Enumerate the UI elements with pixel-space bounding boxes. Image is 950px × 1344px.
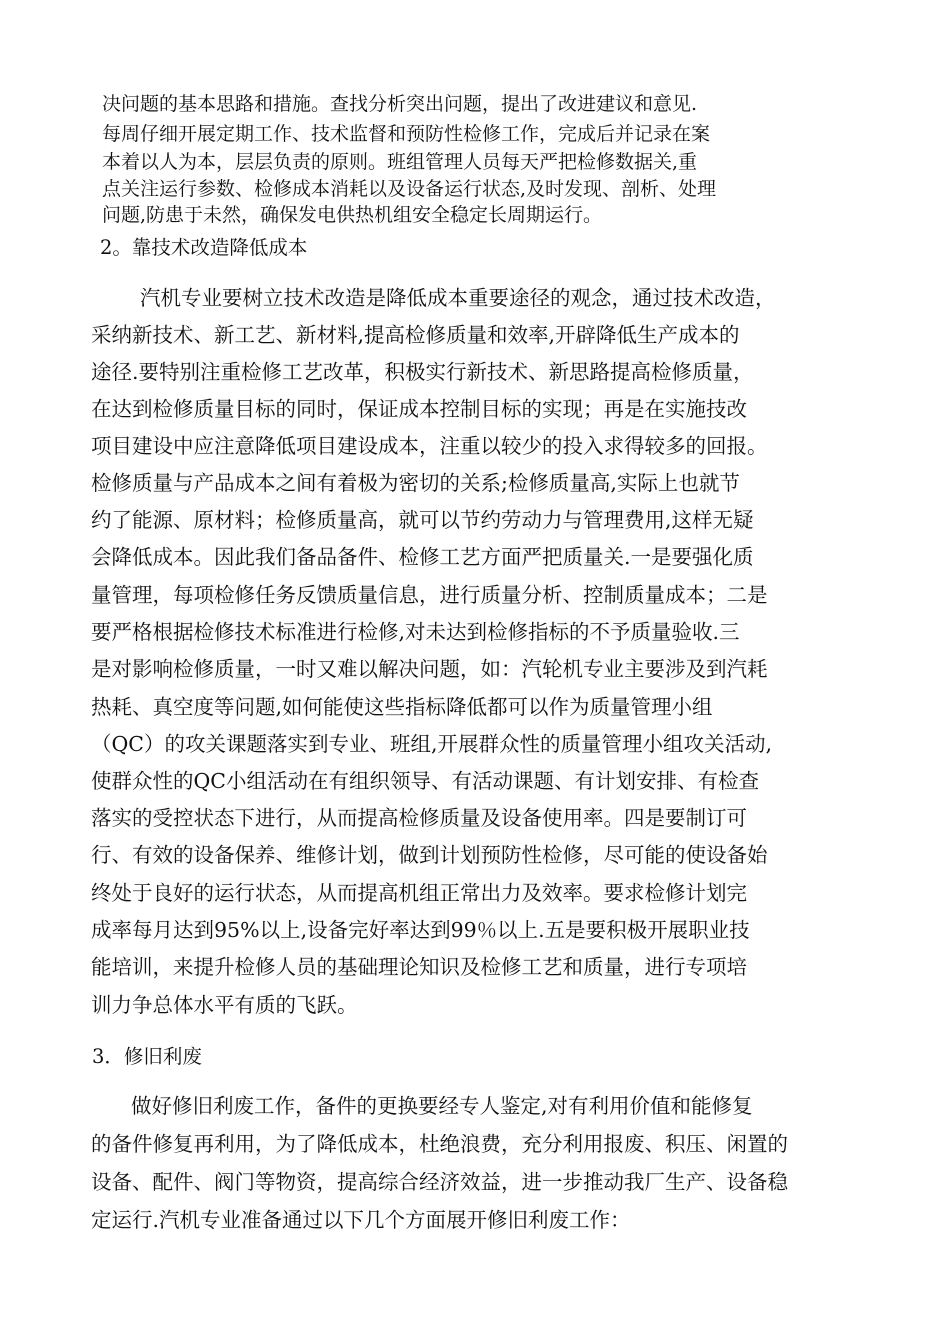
paragraph-line: 的备件修复再利用，为了降低成本，杜绝浪费，充分利用报废、积压、闲置的 [91,1132,788,1156]
text-line: 点关注运行参数、检修成本消耗以及设备运行状态,及时发现、剖析、处理 [102,178,717,200]
paragraph-line: 定运行.汽机专业准备通过以下几个方面展开修旧利废工作： [91,1208,631,1232]
paragraph-line: 是对影响检修质量，一时又难以解决问题，如：汽轮机专业主要涉及到汽耗 [91,657,768,681]
paragraph-line: （QC）的攻关课题落实到专业、班组,开展群众性的质量管理小组攻关活动, [91,732,773,756]
section-heading: 2。靠技术改造降低成本 [100,236,308,259]
text-line: 问题,防患于未然，确保发电供热机组安全稳定长周期运行。 [102,204,603,226]
paragraph-line: 做好修旧利废工作，备件的更换要经专人鉴定,对有利用价值和能修复 [131,1094,753,1118]
paragraph-line: 能培训，来提升检修人员的基础理论知识及检修工艺和质量，进行专项培 [91,955,747,979]
text-line: 决问题的基本思路和措施。查找分析突出问题，提出了改进建议和意见. [102,93,698,115]
paragraph-line: 要严格根据检修技术标准进行检修,对未达到检修指标的不予质量验收.三 [91,620,740,644]
paragraph-line: 终处于良好的运行状态，从而提高机组正常出力及效率。要求检修计划完 [91,881,747,905]
paragraph-line: 设备、配件、阀门等物资，提高综合经济效益，进一步推动我厂生产、设备稳 [91,1170,788,1194]
paragraph-line: 量管理，每项检修任务反馈质量信息，进行质量分析、控制质量成本；二是 [91,583,768,607]
paragraph-line: 在达到检修质量目标的同时，保证成本控制目标的实现；再是在实施技改 [91,397,747,421]
paragraph-line: 项目建设中应注意降低项目建设成本，注重以较少的投入求得较多的回报。 [91,434,768,458]
paragraph-line: 行、有效的设备保养、维修计划，做到计划预防性检修，尽可能的使设备始 [91,843,768,867]
paragraph-line: 成率每月达到95%以上,设备完好率达到99％以上.五是要积极开展职业技 [91,918,750,942]
paragraph-line: 采纳新技术、新工艺、新材料,提高检修质量和效率,开辟降低生产成本的 [91,323,740,347]
paragraph-line: 会降低成本。因此我们备品备件、检修工艺方面严把质量关.一是要强化质 [91,545,754,569]
text-line: 本着以人为本，层层负责的原则。班组管理人员每天严把检修数据关,重 [102,151,698,173]
text-line: 每周仔细开展定期工作、技术监督和预防性检修工作，完成后并记录在案 [102,123,711,145]
paragraph-line: 使群众性的QC小组活动在有组织领导、有活动课题、有计划安排、有检查 [91,769,759,793]
paragraph-line: 热耗、真空度等问题,如何能使这些指标降低都可以作为质量管理小组 [91,695,713,719]
paragraph-line: 检修质量与产品成本之间有着极为密切的关系;检修质量高,实际上也就节 [91,471,740,495]
paragraph-line: 途径.要特别注重检修工艺改革，积极实行新技术、新思路提高检修质量， [91,360,754,384]
section-heading: 3．修旧利废 [92,1045,202,1068]
paragraph-line: 落实的受控状态下进行，从而提高检修质量及设备使用率。四是要制订可 [91,806,747,830]
paragraph-line: 约了能源、原材料；检修质量高，就可以节约劳动力与管理费用,这样无疑 [91,508,754,532]
paragraph-line: 训力争总体水平有质的飞跃。 [91,993,358,1017]
paragraph-line: 汽机专业要树立技术改造是降低成本重要途径的观念，通过技术改造， [140,286,776,310]
